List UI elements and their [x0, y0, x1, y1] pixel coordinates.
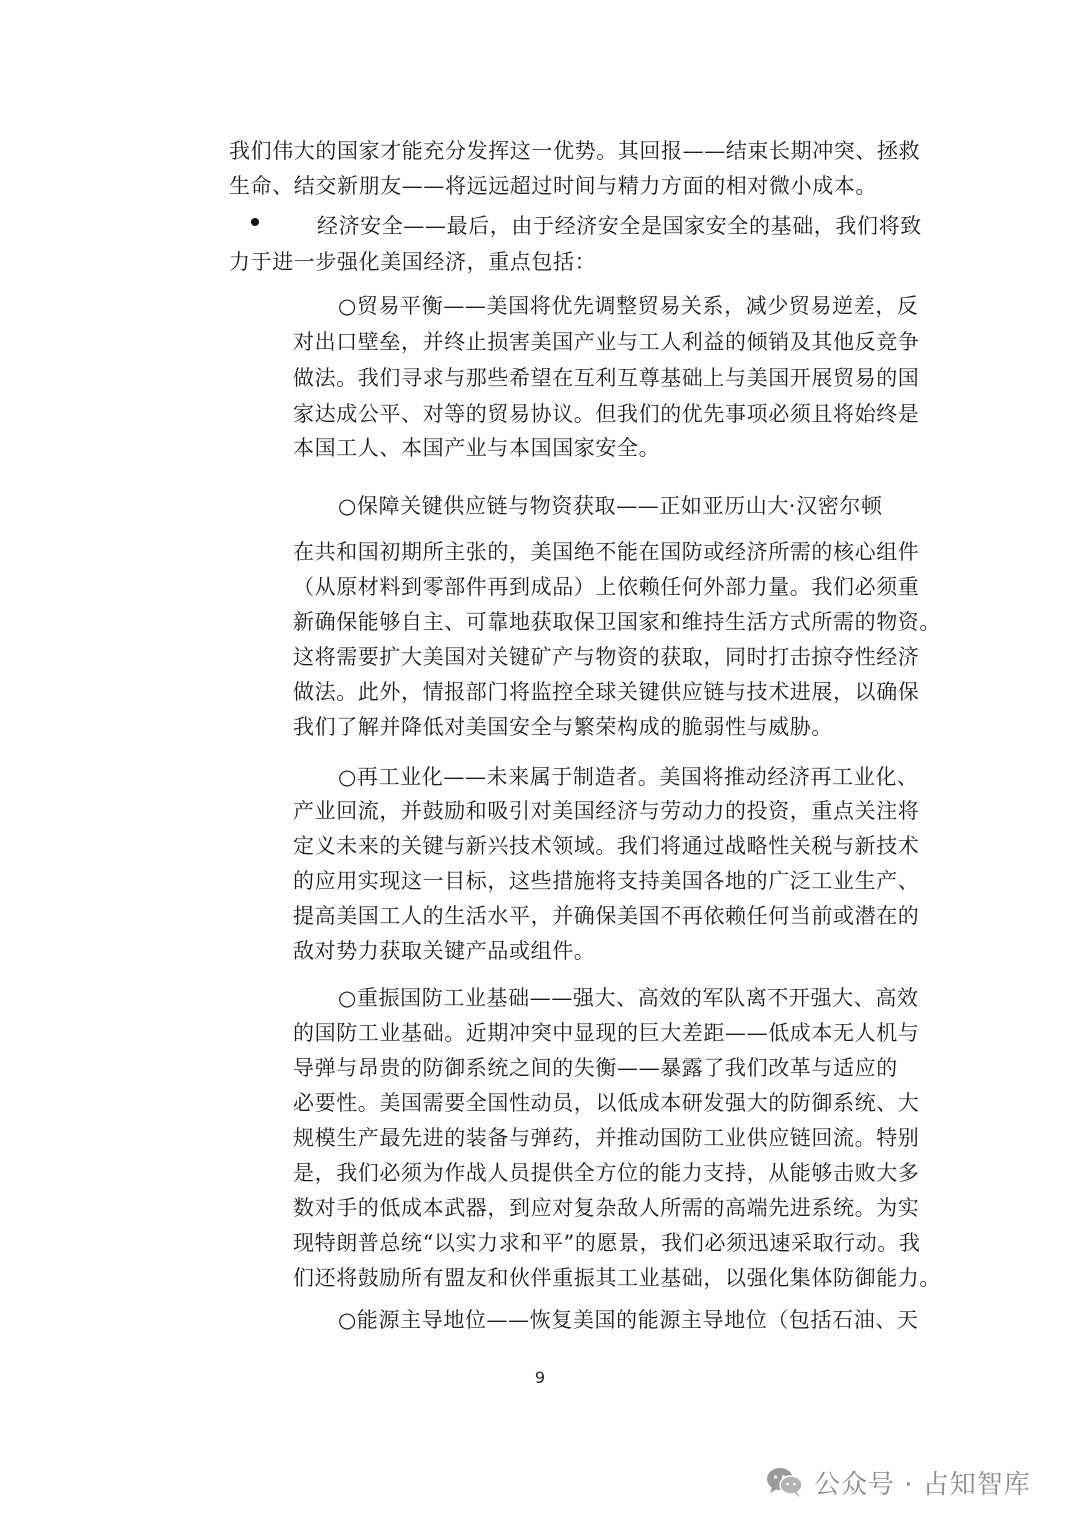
paragraph-line: 的国防工业基础。近期冲突中显现的巨大差距——低成本无人机与: [293, 1021, 920, 1045]
paragraph-line: 做法。此外，情报部门将监控全球关键供应链与技术进展，以确保: [293, 680, 920, 704]
paragraph-line: 我们了解并降低对美国安全与繁荣构成的脆弱性与威胁。: [293, 715, 833, 739]
sub-item-supply-chain: ○保障关键供应链与物资获取——正如亚历山大·汉密尔顿: [338, 494, 883, 518]
paragraph-line: 家达成公平、对等的贸易协议。但我们的优先事项必须且将始终是: [293, 402, 920, 426]
wechat-icon: [766, 1466, 804, 1498]
paragraph-line: 导弹与昂贵的防御系统之间的失衡——暴露了我们改革与适应的: [293, 1056, 898, 1080]
paragraph-line: 现特朗普总统“以实力求和平”的愿景，我们必须迅速采取行动。我: [293, 1231, 921, 1255]
sub-item-trade-balance: ○贸易平衡——美国将优先调整贸易关系，减少贸易逆差，反: [338, 294, 919, 318]
paragraph-line: 定义未来的关键与新兴技术领域。我们将通过战略性关税与新技术: [293, 834, 920, 858]
paragraph-line: 数对手的低成本武器，到应对复杂敌人所需的高端先进系统。为实: [293, 1196, 920, 1220]
paragraph-line: 对出口壁垒，并终止损害美国产业与工人利益的倾销及其他反竞争: [293, 330, 920, 354]
bullet-icon: [251, 218, 259, 226]
sub-item-defense-industrial-base: ○重振国防工业基础——强大、高效的军队离不开强大、高效: [338, 986, 919, 1010]
paragraph-line: 敌对势力获取关键产品或组件。: [293, 939, 596, 963]
bullet-heading-line: 经济安全——最后，由于经济安全是国家安全的基础，我们将致: [317, 214, 922, 238]
paragraph-line: 这将需要扩大美国对关键矿产与物资的获取，同时打击掠夺性经济: [293, 645, 920, 669]
paragraph-line: 规模生产最先进的装备与弹药，并推动国防工业供应链回流。特别: [293, 1126, 920, 1150]
paragraph-line: 是，我们必须为作战人员提供全方位的能力支持，从能够击败大多: [293, 1161, 920, 1185]
paragraph-line: 产业回流，并鼓励和吸引对美国经济与劳动力的投资，重点关注将: [293, 799, 920, 823]
paragraph-line: 新确保能够自主、可靠地获取保卫国家和维持生活方式所需的物资。: [293, 610, 941, 634]
page-number: 9: [534, 1368, 546, 1387]
paragraph-line: 力于进一步强化美国经济，重点包括：: [229, 250, 597, 274]
sub-item-reindustrialization: ○再工业化——未来属于制造者。美国将推动经济再工业化、: [338, 765, 919, 789]
paragraph-line: 做法。我们寻求与那些希望在互利互尊基础上与美国开展贸易的国: [293, 366, 920, 390]
paragraph-line: （从原材料到零部件再到成品）上依赖任何外部力量。我们必须重: [293, 575, 920, 599]
watermark-text: 公众号 · 占知智库: [814, 1469, 1031, 1500]
paragraph-line: 们还将鼓励所有盟友和伙伴重振其工业基础，以强化集体防御能力。: [293, 1266, 941, 1290]
sub-item-energy-dominance: ○能源主导地位——恢复美国的能源主导地位（包括石油、天: [338, 1308, 919, 1332]
paragraph-line: 的应用实现这一目标，这些措施将支持美国各地的广泛工业生产、: [293, 869, 920, 893]
paragraph-line: 提高美国工人的生活水平，并确保美国不再依赖任何当前或潜在的: [293, 904, 920, 928]
paragraph-line: 生命、结交新朋友——将远远超过时间与精力方面的相对微小成本。: [229, 174, 877, 198]
paragraph-line: 必要性。美国需要全国性动员，以低成本研发强大的防御系统、大: [293, 1091, 920, 1115]
paragraph-line: 本国工人、本国产业与本国国家安全。: [293, 436, 661, 460]
watermark: [766, 1465, 1031, 1499]
paragraph-line: 在共和国初期所主张的，美国绝不能在国防或经济所需的核心组件: [293, 540, 920, 564]
paragraph-line: 我们伟大的国家才能充分发挥这一优势。其回报——结束长期冲突、拯救: [229, 139, 921, 163]
